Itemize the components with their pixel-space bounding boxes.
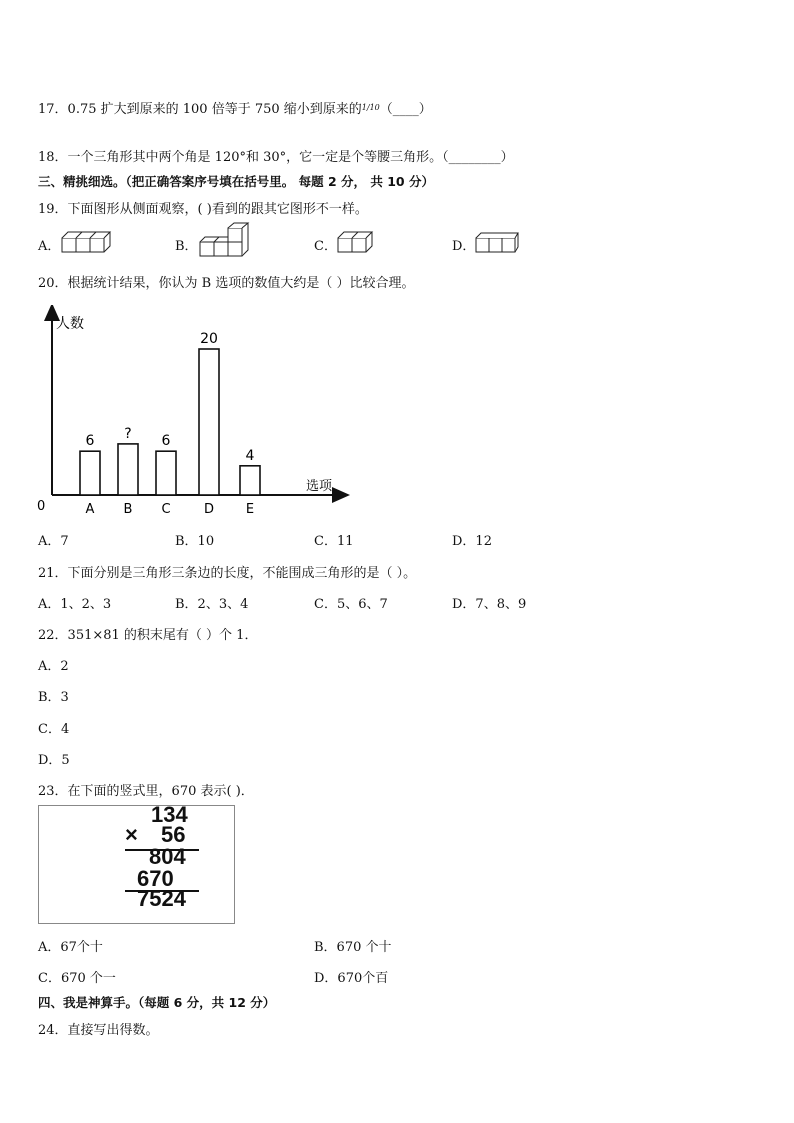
bar-value-label-b: ? — [124, 425, 132, 442]
q23-option-d: D．670个百 — [314, 971, 389, 986]
section-3-title: 三、精挑细选。（把正确答案序号填在括号里。 每题 2 分， 共 10 分） — [38, 174, 434, 189]
question-22: 22．351×81 的积末尾有（ ）个 1． — [38, 628, 258, 643]
q17-answer-blank: （____） — [379, 102, 432, 117]
q19-option-b-figure — [198, 222, 250, 258]
q22-option-d: D．5 — [38, 753, 70, 768]
bar-value-label-d: 20 — [200, 331, 218, 347]
question-24: 24．直接写出得数。 — [38, 1023, 159, 1038]
bar-e — [240, 466, 260, 495]
q19-option-b-label: B． — [175, 239, 198, 254]
question-19: 19．下面图形从侧面观察，( )看到的跟其它图形不一样。 — [38, 202, 368, 217]
x-tick-label-d: D — [203, 502, 215, 517]
question-23: 23．在下面的竖式里，670 表示( )． — [38, 784, 254, 799]
bar-value-label-e: 4 — [245, 447, 255, 464]
x-tick-label-b: B — [123, 502, 133, 517]
q21-option-a: A．1、2、3 — [38, 597, 112, 612]
bar-chart — [30, 305, 360, 520]
y-axis-label: 人数 — [56, 316, 84, 332]
mult-bottom-factor: 56 — [161, 822, 186, 847]
question-17 — [38, 98, 432, 117]
q22-option-b: B．3 — [38, 690, 69, 705]
q21-option-d: D．7、8、9 — [452, 597, 527, 612]
q23-option-b: B．670 个十 — [314, 940, 392, 955]
bar-a — [80, 451, 100, 495]
mult-partial-product-2: 670 — [137, 866, 174, 891]
q19-option-a-label: A． — [38, 239, 61, 254]
q23-option-a: A．67个十 — [38, 940, 103, 955]
q22-option-a: A．2 — [38, 659, 69, 674]
x-tick-label-a: A — [85, 502, 95, 517]
question-18: 18．一个三角形其中两个角是 120°和 30°，它一定是个等腰三角形。（________） — [38, 150, 514, 165]
q17-fraction: 1/10 — [361, 103, 380, 112]
mult-result: 7524 — [137, 886, 186, 911]
q20-option-a: A．7 — [38, 534, 69, 549]
q20-option-d: D．12 — [452, 534, 492, 549]
q20-option-c: C．11 — [314, 534, 354, 549]
mult-sign: × — [125, 822, 138, 847]
q19-option-d-figure — [474, 228, 520, 256]
q19-option-c-figure — [336, 228, 378, 256]
x-tick-label-c: C — [161, 502, 171, 517]
section-4-title: 四、我是神算手。（每题 6 分，共 12 分） — [38, 995, 276, 1010]
x-axis-label: 选项 — [306, 479, 333, 494]
q19-option-c-label: C． — [314, 239, 337, 254]
mult-top-factor: 134 — [151, 802, 188, 827]
q20-option-b: B．10 — [175, 534, 215, 549]
origin-label: 0 — [37, 499, 46, 514]
q17-text: 17．0.75 扩大到原来的 100 倍等于 750 缩小到原来的 — [38, 102, 362, 117]
bar-value-label-c: 6 — [161, 433, 171, 450]
q22-option-c: C．4 — [38, 722, 70, 737]
bar-c — [156, 451, 176, 495]
bar-b — [118, 444, 138, 495]
q19-option-d-label: D． — [452, 239, 476, 254]
q21-option-b: B．2、3、4 — [175, 597, 249, 612]
question-21: 21．下面分别是三角形三条边的长度，不能围成三角形的是（ ）。 — [38, 566, 417, 581]
q23-option-c: C．670 个一 — [38, 971, 116, 986]
x-tick-label-e: E — [245, 502, 255, 517]
multiplication-figure — [38, 802, 235, 924]
mult-partial-product-1: 804 — [149, 844, 186, 869]
question-20: 20．根据统计结果，你认为 B 选项的数值大约是（ ）比较合理。 — [38, 276, 415, 291]
bar-value-label-a: 6 — [85, 433, 95, 450]
q21-option-c: C．5、6、7 — [314, 597, 388, 612]
bar-d — [199, 349, 219, 495]
q19-option-a-figure — [60, 228, 112, 256]
